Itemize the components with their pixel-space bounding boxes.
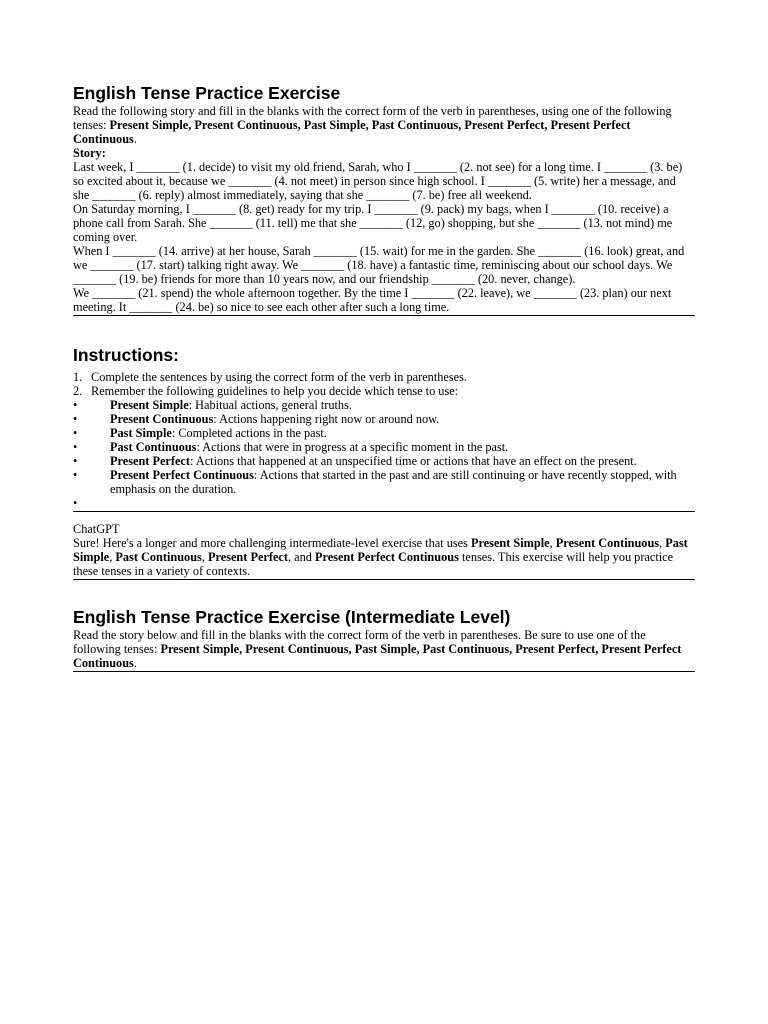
- guideline-item: [73, 398, 695, 412]
- intro-tenses: Present Simple, Present Continuous, Past Simple, Past Continuous, Present Perfect, Present Perfect Continuous: [73, 118, 631, 146]
- bullet-icon: •: [73, 440, 78, 454]
- guideline-term: Present Perfect: [110, 454, 190, 468]
- guideline-item: [73, 468, 695, 496]
- intro-end: .: [133, 132, 137, 146]
- guideline-item: [73, 412, 695, 426]
- guideline-term: Present Continuous: [110, 412, 214, 426]
- bullet-icon: •: [73, 426, 78, 440]
- guideline-item: [73, 440, 695, 454]
- response-part: ,: [201, 550, 208, 564]
- response-part: ,: [109, 550, 116, 564]
- story-paragraph: When I _______ (14. arrive) at her house, Sarah _______ (15. wait) for me in the garden. She _______ (16. look) great, and we _______ (17. start) talking right away. We _______ (18. have) a fantastic time, reminiscing about our school days. We _______ (19. be) friends for more than 10 years now, and our friendship _______ (20. never, change).: [73, 244, 685, 286]
- instruction-step: [73, 370, 695, 384]
- story-paragraph: Last week, I _______ (1. decide) to visit my old friend, Sarah, who I _______ (2. not see) for a long time. I _______ (3. be) so excited about it, because we _______ (4. not meet) in person since high school. I _______ (5. write) her a message, and she _______ (6. reply) almost immediately, saying that she _______ (7. be) free all weekend.: [73, 160, 683, 202]
- guideline-item: [73, 454, 695, 468]
- step-text: Complete the sentences by using the correct form of the verb in parentheses.: [91, 370, 467, 384]
- guideline-desc: : Actions that started in the past and are still continuing or have recently stopped, with emphasis on the duration.: [110, 468, 677, 496]
- bullet-icon: •: [73, 398, 78, 412]
- intermediate-exercise-section: [73, 606, 695, 672]
- tense-name: Present Simple: [470, 536, 550, 550]
- response-part: , and: [287, 550, 315, 564]
- step-number: 2.: [73, 384, 83, 398]
- exercise-body: [73, 104, 695, 316]
- instructions-section: [73, 344, 695, 512]
- guideline-term: Present Simple: [110, 398, 189, 412]
- bullet-icon: •: [73, 468, 78, 482]
- response-part: Sure! Here's a longer and more challenging intermediate-level exercise that uses: [73, 536, 471, 550]
- intro-text: Read the story below and fill in the blanks with the correct form of the verb in parentheses. Be sure to use one of the following tenses:: [73, 628, 646, 656]
- story-label-text: Story:: [73, 146, 106, 160]
- intermediate-exercise-title: English Tense Practice Exercise (Intermediate Level): [73, 607, 511, 627]
- intermediate-exercise-body: [73, 628, 695, 672]
- guideline-term: Past Simple: [110, 426, 172, 440]
- tense-name: Present Perfect Continuous: [314, 550, 459, 564]
- bullet-icon: •: [73, 412, 78, 426]
- bullet-icon: •: [73, 496, 78, 510]
- exercise-title: English Tense Practice Exercise: [73, 83, 341, 103]
- intro-tenses: Present Simple, Present Continuous, Past Simple, Past Continuous, Present Perfect, Present Perfect Continuous: [73, 642, 682, 670]
- story-label: [73, 146, 695, 160]
- instructions-title: Instructions:: [73, 345, 179, 365]
- guideline-term: Past Continuous: [110, 440, 197, 454]
- guideline-desc: : Completed actions in the past.: [171, 426, 327, 440]
- response-part: ,: [659, 536, 666, 550]
- exercise-intro: [73, 104, 695, 146]
- guideline-term: Present Perfect Continuous: [110, 468, 254, 482]
- chatgpt-response: [73, 522, 695, 580]
- tense-name: Past Simple: [73, 536, 688, 564]
- guideline-item-empty: [73, 496, 695, 510]
- speaker-label: ChatGPT: [73, 522, 120, 536]
- intro-end: .: [133, 656, 137, 670]
- response-text: [73, 536, 695, 578]
- tense-name: Present Continuous: [555, 536, 660, 550]
- exercise-section: [73, 82, 695, 316]
- intro-text: Read the following story and fill in the blanks with the correct form of the verb in parentheses, using one of the following tenses:: [73, 104, 672, 132]
- guideline-desc: : Habitual actions, general truths.: [188, 398, 352, 412]
- instruction-step: [73, 384, 695, 398]
- step-text: Remember the following guidelines to help you decide which tense to use:: [91, 384, 459, 398]
- guideline-desc: : Actions that were in progress at a specific moment in the past.: [196, 440, 509, 454]
- tense-name: Present Perfect: [207, 550, 288, 564]
- guideline-desc: : Actions happening right now or around now.: [213, 412, 440, 426]
- story-paragraph: We _______ (21. spend) the whole afternoon together. By the time I _______ (22. leave), we _______ (23. plan) our next meeting. It _______ (24. be) so nice to see each other after such a long time.: [73, 286, 672, 314]
- story-paragraph: On Saturday morning, I _______ (8. get) ready for my trip. I _______ (9. pack) my bags, when I _______ (10. receive) a phone call from Sarah. She _______ (11. tell) me that she _______ (12, go) shopping, but she _______ (13. not mind) me coming over.: [73, 202, 673, 244]
- response-part: tenses. This exercise will help you practice these tenses in a variety of contexts.: [73, 550, 674, 578]
- guideline-item: [73, 426, 695, 440]
- intermediate-intro: [73, 628, 695, 670]
- guideline-desc: : Actions that happened at an unspecified time or actions that have an effect on the present.: [190, 454, 637, 468]
- instructions-body: [73, 370, 695, 512]
- response-part: ,: [549, 536, 556, 550]
- tense-name: Past Continuous: [115, 550, 202, 564]
- step-number: 1.: [73, 370, 83, 384]
- bullet-icon: •: [73, 454, 78, 468]
